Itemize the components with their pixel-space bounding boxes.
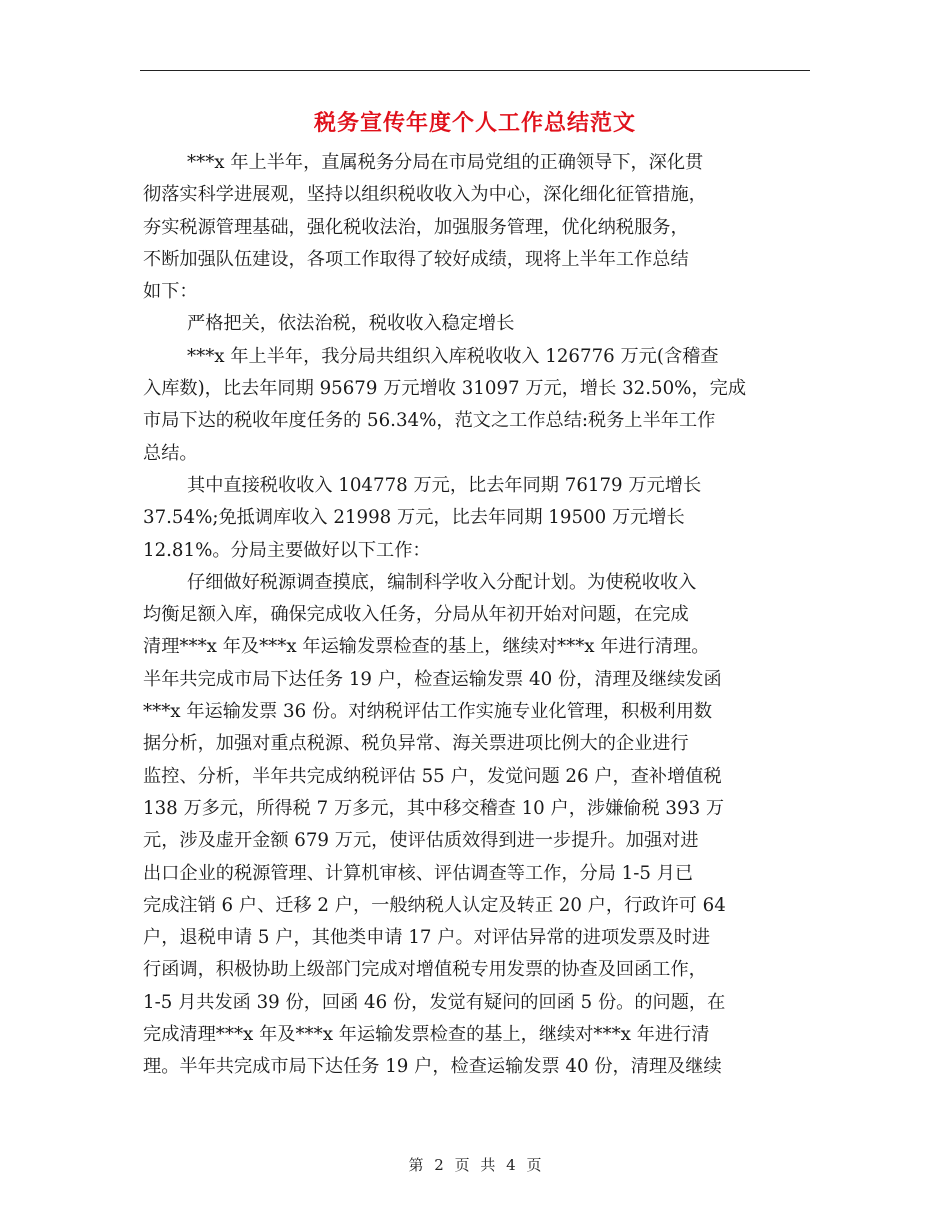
text-line: 138 万多元，所得税 7 万多元，其中移交稽查 10 户，涉嫌偷税 393 万 xyxy=(143,797,725,819)
text-line: 如下： xyxy=(143,281,198,303)
text-line: 夯实税源管理基础，强化税收法治，加强服务管理，优化纳税服务， xyxy=(143,216,689,238)
document-title: 税务宣传年度个人工作总结范文 xyxy=(313,110,636,136)
text-line: 完成清理***x 年及***x 年运输发票检查的基上，继续对***x 年进行清 xyxy=(143,1024,710,1046)
text-line: 37.54%;免抵调库收入 21998 万元，比去年同期 19500 万元增长 xyxy=(143,507,685,529)
page-footer: 第 2 页 共 4 页 xyxy=(408,1156,542,1174)
text-line: 入库数)，比去年同期 95679 万元增收 31097 万元，增长 32.50%，完成 xyxy=(143,378,747,400)
text-line: 1-5 月共发函 39 份，回函 46 份，发觉有疑问的回函 5 份。的问题，在 xyxy=(143,991,726,1013)
text-line: 理。半年共完成市局下达任务 19 户，检查运输发票 40 份，清理及继续 xyxy=(143,1056,722,1078)
text-line: 行函调，积极协助上级部门完成对增值税专用发票的协查及回函工作， xyxy=(143,959,707,981)
text-line: 不断加强队伍建设，各项工作取得了较好成绩，现将上半年工作总结 xyxy=(143,248,689,270)
text-line: 半年共完成市局下达任务 19 户，检查运输发票 40 份，清理及继续发函 xyxy=(143,668,722,690)
text-line: 元，涉及虚开金额 679 万元，使评估质效得到进一步提升。加强对进 xyxy=(143,830,699,852)
document-body xyxy=(143,147,810,1084)
text-line: 市局下达的税收年度任务的 56.34%，范文之工作总结:税务上半年工作 xyxy=(143,410,716,432)
text-line: 据分析，加强对重点税源、税负异常、海关票进项比例大的企业进行 xyxy=(143,733,689,755)
text-line: ***x 年上半年，直属税务分局在市局党组的正确领导下，深化贯 xyxy=(187,152,704,173)
text-line: 彻落实科学进展观，坚持以组织税收收入为中心，深化细化征管措施， xyxy=(143,184,707,206)
header-rule xyxy=(140,70,810,71)
text-line: 户，退税申请 5 户，其他类申请 17 户。对评估异常的进项发票及时进 xyxy=(143,927,711,949)
text-line: 其中直接税收收入 104778 万元，比去年同期 76179 万元增长 xyxy=(187,474,702,496)
text-line: 均衡足额入库，确保完成收入任务，分局从年初开始对问题，在完成 xyxy=(143,604,689,626)
text-line: 完成注销 6 户、迁移 2 户，一般纳税人认定及转正 20 户，行政许可 64 xyxy=(143,894,726,916)
section-heading: 严格把关，依法治税，税收收入稳定增长 xyxy=(187,313,515,335)
text-line: 监控、分析，半年共完成纳税评估 55 户，发觉问题 26 户，查补增值税 xyxy=(143,765,722,787)
text-line: 总结。 xyxy=(143,442,198,464)
text-line: 仔细做好税源调查摸底，编制科学收入分配计划。为使税收收入 xyxy=(187,571,697,593)
text-line: 出口企业的税源管理、计算机审核、评估调查等工作，分局 1-5 月已 xyxy=(143,862,694,884)
text-line: 12.81%。分局主要做好以下工作： xyxy=(143,539,431,561)
text-line: 清理***x 年及***x 年运输发票检查的基上，继续对***x 年进行清理。 xyxy=(143,636,710,658)
text-line: ***x 年上半年，我分局共组织入库税收收入 126776 万元(含稽查 xyxy=(187,345,719,367)
text-line: ***x 年运输发票 36 份。对纳税评估工作实施专业化管理，积极利用数 xyxy=(143,701,713,723)
